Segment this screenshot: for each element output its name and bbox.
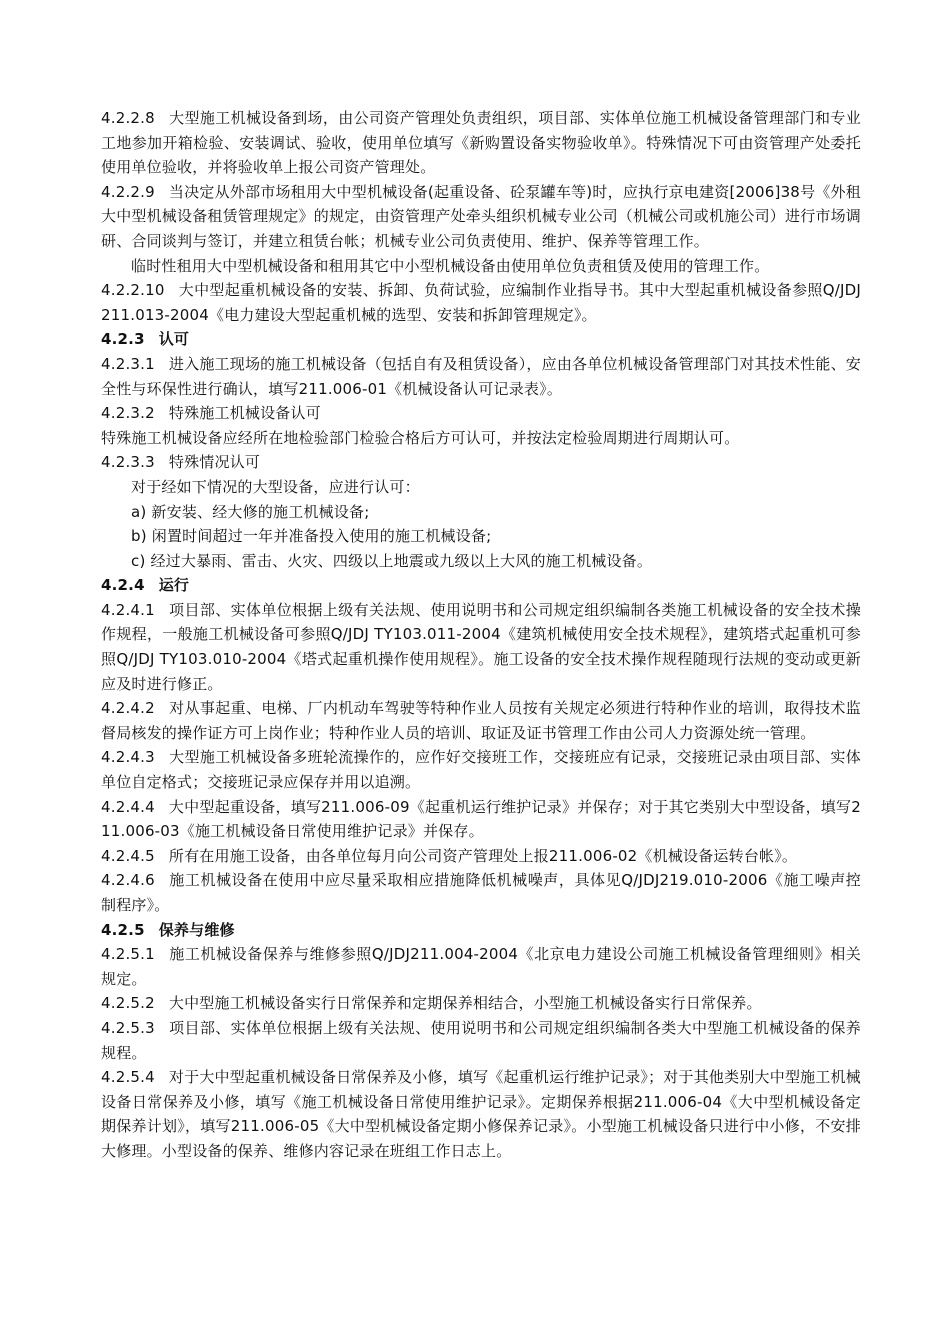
- clause-number: 4.2.2.9: [101, 182, 155, 201]
- clause-4-2-2-10: [101, 278, 861, 327]
- list-text: 闲置时间超过一年并准备投入使用的施工机械设备;: [151, 527, 492, 546]
- list-marker: a): [131, 502, 147, 521]
- clause-number: 4.2.5.3: [101, 1018, 155, 1037]
- clause-4-2-2-8: [101, 106, 861, 180]
- clause-text: 对从事起重、电梯、厂内机动车驾驶等特种作业人员按有关规定必须进行特种作业的培训，取得技术监督局核发的操作证方可上岗作业；特种作业人员的培训、取证及证书管理工作由公司人力资源处统一管理。: [101, 699, 861, 742]
- clause-number: 4.2.4.2: [101, 699, 155, 718]
- clause-4-2-3-3: [101, 450, 861, 475]
- clause-number: 4.2.4.1: [101, 600, 155, 619]
- special-case-intro: [101, 475, 861, 500]
- clause-4-2-4-5: [101, 844, 861, 869]
- clause-text: 施工机械设备保养与维修参照Q/JDJ211.004-2004《北京电力建设公司施工机械设备管理细则》相关规定。: [101, 945, 861, 988]
- clause-4-2-4-2: [101, 696, 861, 745]
- section-heading-4-2-5: [101, 918, 861, 943]
- clause-text: 特殊情况认可: [168, 453, 261, 472]
- clause-text: 项目部、实体单位根据上级有关法规、使用说明书和公司规定组织编制各类施工机械设备的安全技术操作规程，一般施工机械设备可参照Q/JDJ TY103.011-2004《建筑机械使用安全技术规程》，建筑塔式起重机可参照Q/JDJ TY103.010-2004《塔式起重机操作使用规程》。施工设备的安全技术操作规程随现行法规的变动或更新应及时进行修正。: [101, 600, 861, 693]
- clause-text: 大中型起重机械设备的安装、拆卸、负荷试验，应编制作业指导书。其中大型起重机械设备参照Q/JDJ211.013-2004《电力建设大型起重机械的选型、安装和拆卸管理规定》。: [101, 281, 861, 324]
- section-heading-4-2-3: [101, 327, 861, 352]
- clause-number: 4.2.5.4: [101, 1068, 155, 1087]
- clause-4-2-5-3: [101, 1016, 861, 1065]
- list-text: 经过大暴雨、雷击、火灾、四级以上地震或九级以上大风的施工机械设备。: [150, 551, 653, 570]
- clause-text: 项目部、实体单位根据上级有关法规、使用说明书和公司规定组织编制各类大中型施工机械设备的保养规程。: [101, 1018, 861, 1062]
- clause-text: 特殊施工机械设备认可: [168, 404, 321, 423]
- section-title: 运行: [158, 576, 190, 595]
- clause-number: 4.2.4.6: [101, 871, 155, 890]
- clause-text: 大中型施工机械设备实行日常保养和定期保养相结合，小型施工机械设备实行日常保养。: [168, 994, 762, 1013]
- clause-text: 对于经如下情况的大型设备，应进行认可：: [131, 477, 420, 496]
- clause-4-2-5-1: [101, 942, 861, 991]
- clause-text: 对于大中型起重机械设备日常保养及小修，填写《起重机运行维护记录》；对于其他类别大中型施工机械设备日常保养及小修，填写《施工机械设备日常使用维护记录》。定期保养根据211.006-04《大中型机械设备定期保养计划》，填写211.006-05《大中型机械设备定期小修保养记录》。小型施工机械设备只进行中小修，不安排大修理。小型设备的保养、维修内容记录在班组工作日志上。: [101, 1068, 861, 1160]
- list-marker: c): [131, 551, 146, 570]
- list-text: 新安装、经大修的施工机械设备;: [151, 502, 370, 521]
- clause-4-2-4-6: [101, 868, 861, 917]
- clause-text: 大中型起重设备，填写211.006-09《起重机运行维护记录》并保存；对于其它类别大中型设备，填写211.006-03《施工机械设备日常使用维护记录》并保存。: [101, 797, 861, 841]
- clause-4-2-3-1: [101, 352, 861, 401]
- clause-number: 4.2.4.5: [101, 846, 155, 865]
- special-equipment-paragraph: [101, 426, 861, 451]
- clause-4-2-3-2: [101, 401, 861, 426]
- clause-text: 大型施工机械设备到场，由公司资产管理处负责组织，项目部、实体单位施工机械设备管理部门和专业工地参加开箱检验、安装调试、验收，使用单位填写《新购置设备实物验收单》。特殊情况下可由资管理产处委托使用单位验收，并将验收单上报公司资产管理处。: [101, 109, 861, 177]
- section-title: 保养与维修: [158, 920, 235, 939]
- list-item-a: [101, 500, 861, 525]
- clause-number: 4.2.5.1: [101, 945, 155, 964]
- clause-text: 进入施工现场的施工机械设备（包括自有及租赁设备），应由各单位机械设备管理部门对其技术性能、安全性与环保性进行确认，填写211.006-01《机械设备认可记录表》。: [101, 354, 861, 398]
- clause-text: 临时性租用大中型机械设备和租用其它中小型机械设备由使用单位负责租赁及使用的管理工作。: [131, 256, 770, 275]
- clause-text: 大型施工机械设备多班轮流操作的，应作好交接班工作，交接班应有记录，交接班记录由项目部、实体单位自定格式；交接班记录应保存并用以追溯。: [101, 748, 861, 792]
- temporary-rental-paragraph: [101, 254, 861, 279]
- clause-4-2-5-2: [101, 991, 861, 1016]
- clause-number: 4.2.3.1: [101, 354, 155, 373]
- clause-text: 当决定从外部市场租用大中型机械设备(起重设备、砼泵罐车等)时，应执行京电建资[2006]38号《外租大中型机械设备租赁管理规定》的规定，由资管理产处牵头组织机械专业公司（机械公司或机施公司）进行市场调研、合同谈判与签订，并建立租赁台帐；机械专业公司负责使用、维护、保养等管理工作。: [101, 182, 862, 250]
- clause-number: 4.2.4.4: [101, 797, 155, 816]
- section-number: 4.2.4: [101, 576, 145, 595]
- list-item-b: [101, 524, 861, 549]
- section-number: 4.2.5: [101, 920, 145, 939]
- clause-number: 4.2.5.2: [101, 994, 155, 1013]
- clause-4-2-4-1: [101, 598, 861, 696]
- clause-4-2-2-9: [101, 180, 861, 254]
- clause-number: 4.2.2.8: [101, 109, 155, 127]
- clause-number: 4.2.2.10: [101, 281, 165, 300]
- list-item-c: [101, 549, 861, 574]
- clause-4-2-4-3: [101, 745, 861, 794]
- clause-text: 施工机械设备在使用中应尽量采取相应措施降低机械噪声，具体见Q/JDJ219.010-2006《施工噪声控制程序》。: [101, 871, 861, 914]
- clause-number: 4.2.3.2: [101, 404, 155, 423]
- clause-text: 所有在用施工设备，由各单位每月向公司资产管理处上报211.006-02《机械设备运转台帐》。: [168, 846, 798, 865]
- clause-4-2-5-4: [101, 1065, 861, 1163]
- clause-number: 4.2.4.3: [101, 748, 155, 767]
- list-marker: b): [131, 527, 147, 546]
- clause-text: 特殊施工机械设备应经所在地检验部门检验合格后方可认可，并按法定检验周期进行周期认可。: [101, 428, 740, 447]
- clause-number: 4.2.3.3: [101, 453, 155, 472]
- clause-4-2-4-4: [101, 795, 861, 844]
- document-page: [101, 106, 861, 1164]
- section-heading-4-2-4: [101, 573, 861, 598]
- section-title: 认可: [158, 330, 190, 349]
- section-number: 4.2.3: [101, 330, 145, 349]
